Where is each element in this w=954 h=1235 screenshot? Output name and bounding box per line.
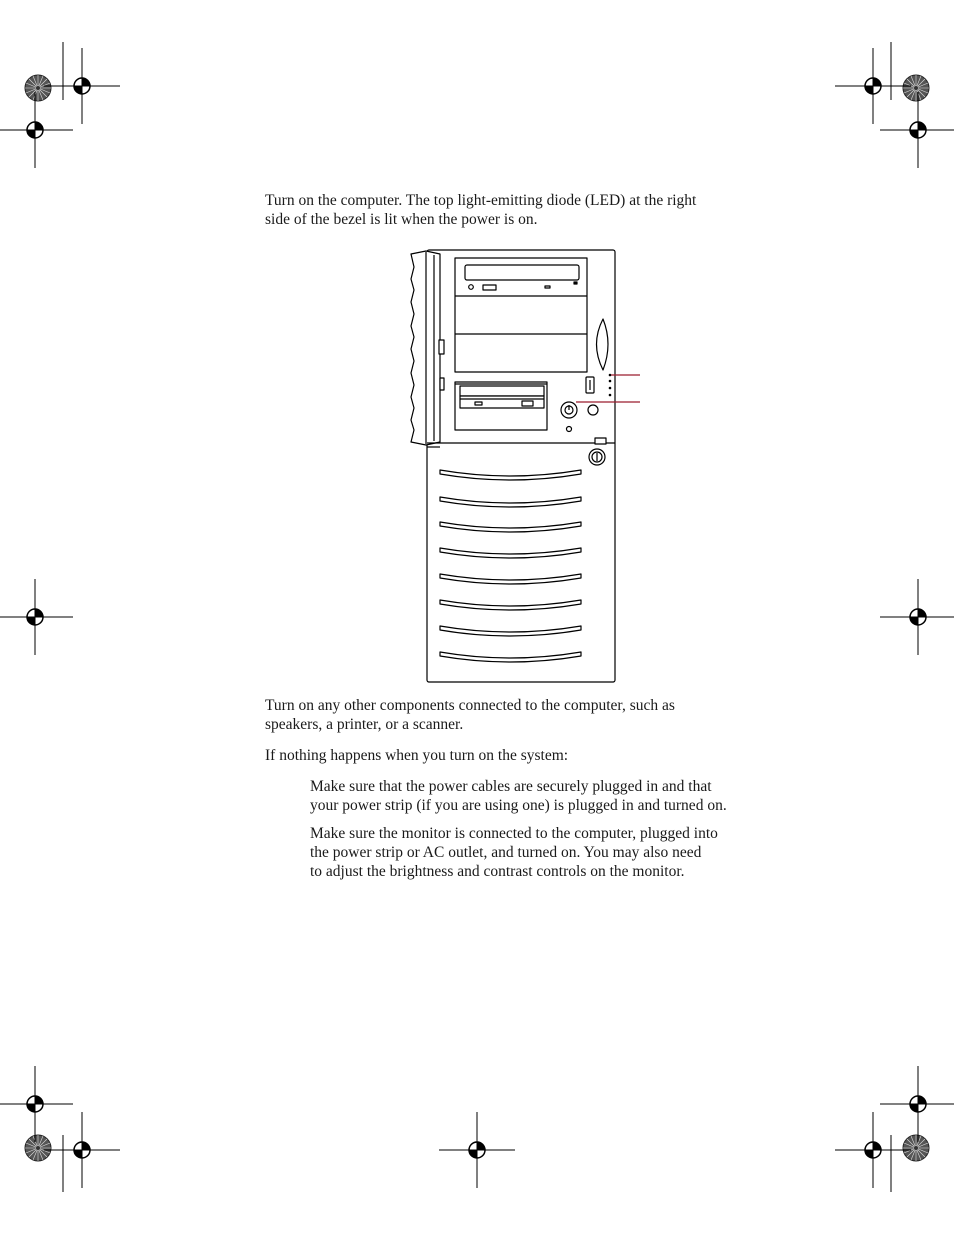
- color-target-icon: [903, 1135, 929, 1161]
- bullet-1-line-1: Make sure that the power cables are securely plugged in and that: [310, 778, 712, 795]
- intro-paragraph: [265, 191, 696, 229]
- bullet-item-power-cables: [310, 777, 727, 815]
- intro-line-1: Turn on the computer. The top light-emitting diode (LED) at the right: [265, 192, 697, 209]
- troubleshoot-heading: If nothing happens when you turn on the system:: [265, 747, 569, 764]
- bullet-2-line-3: to adjust the brightness and contrast controls on the monitor.: [310, 863, 685, 880]
- color-target-icon: [25, 75, 51, 101]
- bullet-2-line-1: Make sure the monitor is connected to the computer, plugged into: [310, 825, 718, 842]
- computer-tower-illustration: [400, 245, 645, 690]
- components-line-2: speakers, a printer, or a scanner.: [265, 716, 464, 733]
- components-line-1: Turn on any other components connected to the computer, such as: [265, 697, 675, 714]
- color-target-icon: [903, 75, 929, 101]
- components-paragraph: [265, 696, 675, 734]
- bullet-1-line-2: your power strip (if you are using one) is plugged in and turned on.: [310, 797, 727, 814]
- color-target-icon: [25, 1135, 51, 1161]
- intro-line-2: side of the bezel is lit when the power is on.: [265, 211, 538, 228]
- bullet-item-monitor: [310, 824, 718, 881]
- bullet-2-line-2: the power strip or AC outlet, and turned on. You may also need: [310, 844, 702, 861]
